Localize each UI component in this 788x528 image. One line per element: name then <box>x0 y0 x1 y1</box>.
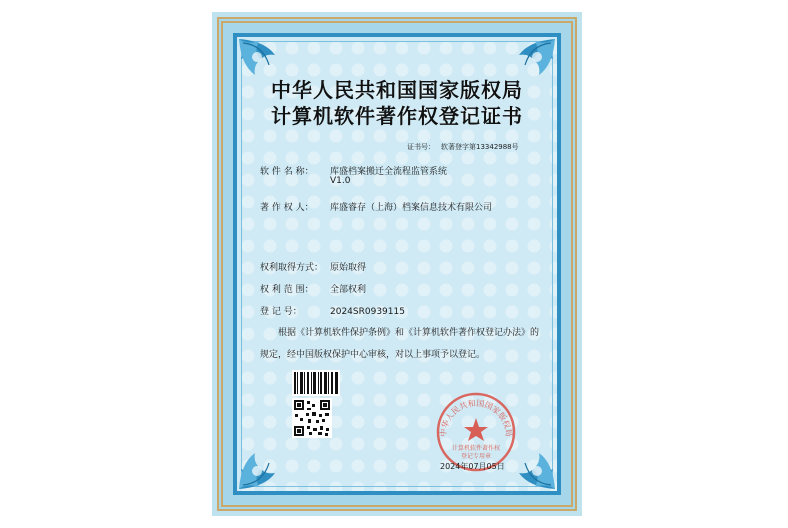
acquire-value: 原始取得 <box>330 263 367 273</box>
title-line-1: 中华人民共和国国家版权局 <box>271 78 523 102</box>
ornament-corner-icon <box>235 431 297 493</box>
acquire-row <box>260 260 366 273</box>
registration-number-row <box>260 304 405 317</box>
seal-inner-line-1: 计算机软件著作权 <box>451 445 501 452</box>
statement-line-2: 规定，经中国版权保护中心审核，对以上事项予以登记。 <box>260 350 486 360</box>
statement-line-1: 根据《计算机软件保护条例》和《计算机软件著作权登记办法》的 <box>278 328 540 338</box>
owner-label: 著 作 权 人： <box>260 203 314 213</box>
software-name-label: 软 件 名 称： <box>260 167 314 177</box>
acquire-label: 权利取得方式： <box>260 263 324 273</box>
issue-date: 2024年07月05日 <box>440 462 505 471</box>
owner-value: 库盛睿存（上海）档案信息技术有限公司 <box>330 203 493 213</box>
seal-inner-line-2: 登记专用章 <box>460 453 492 460</box>
version-value: V1.0 <box>330 176 351 186</box>
scope-row <box>260 282 366 295</box>
software-name-value: 库盛档案搬迁全流程监管系统 <box>330 167 448 177</box>
qr-code-icon <box>292 398 332 438</box>
scope-value: 全部权利 <box>330 285 367 295</box>
registration-number-value: 2024SR0939115 <box>330 307 405 317</box>
seal-arc-text: 中华人民共和国国家版权局 <box>438 398 514 438</box>
version-row <box>260 176 350 186</box>
registration-number-label: 登 记 号： <box>260 307 302 317</box>
certificate-number-value: 软著登字第13342988号 <box>441 143 519 151</box>
barcode-icon <box>292 370 340 396</box>
scope-label: 权 利 范 围： <box>260 285 314 295</box>
certificate-number <box>407 142 519 152</box>
owner-row <box>260 200 492 213</box>
title-line-2: 计算机软件著作权登记证书 <box>271 104 523 128</box>
certificate <box>212 12 582 516</box>
certificate-number-label: 证书号： <box>407 143 435 151</box>
